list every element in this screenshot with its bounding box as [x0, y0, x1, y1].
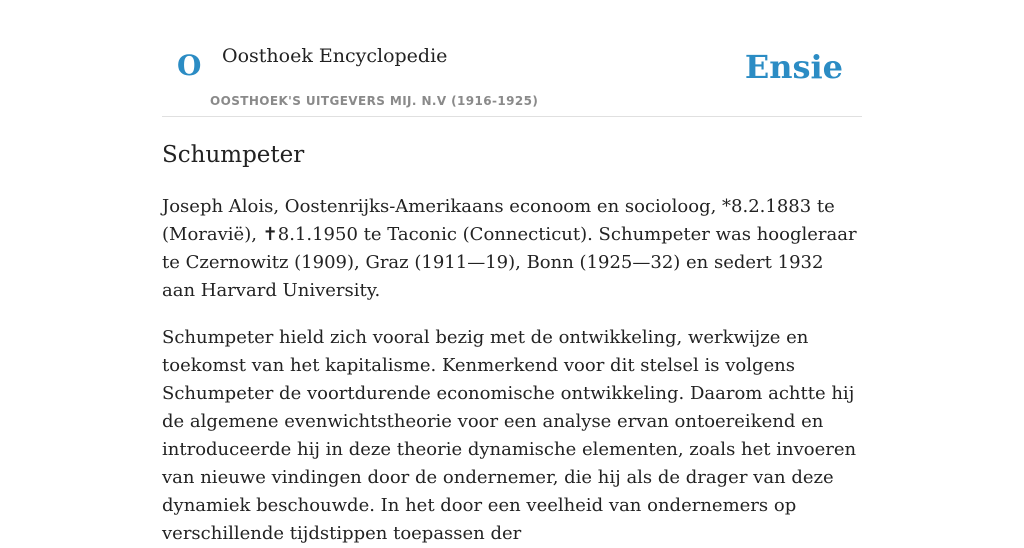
source-subtitle: OOSTHOEK'S UITGEVERS MIJ. N.V (1916-1925): [210, 94, 539, 108]
page: [162, 0, 862, 548]
ensie-logo-link[interactable]: Ensie: [744, 48, 843, 86]
article-paragraph: Joseph Alois, Oostenrijks-Amerikaans econoom en socioloog, *8.2.1883 te (Moravië), ✝8.1.1950 te Taconic (Connecticut). Schumpeter was hoogleraar te Czernowitz (1909), Graz (1911—19), Bonn (1925—32) en sedert 1932 aan Harvard University.: [162, 195, 857, 301]
article-paragraph: Schumpeter hield zich vooral bezig met de ontwikkeling, werkwijze en toekomst van het kapitalisme. Kenmerkend voor dit stelsel is volgens Schumpeter de voortdurende economische ontwikkeling. Daarom achtte hij de algemene evenwichtstheorie voor een analyse ervan ontoereikend en introduceerde hij in deze theorie dynamische elementen, zoals het invoeren van nieuwe vindingen door de ondernemer, die hij als de drager van deze dynamiek beschouwde. In het door een veelheid van ondernemers op verschillende tijdstippen toepassen der: [162, 326, 857, 544]
site-header: [162, 0, 862, 117]
logo-icon[interactable]: O: [177, 49, 202, 82]
entry-title: Schumpeter: [162, 142, 305, 168]
source-title: Oosthoek Encyclopedie: [222, 45, 448, 67]
